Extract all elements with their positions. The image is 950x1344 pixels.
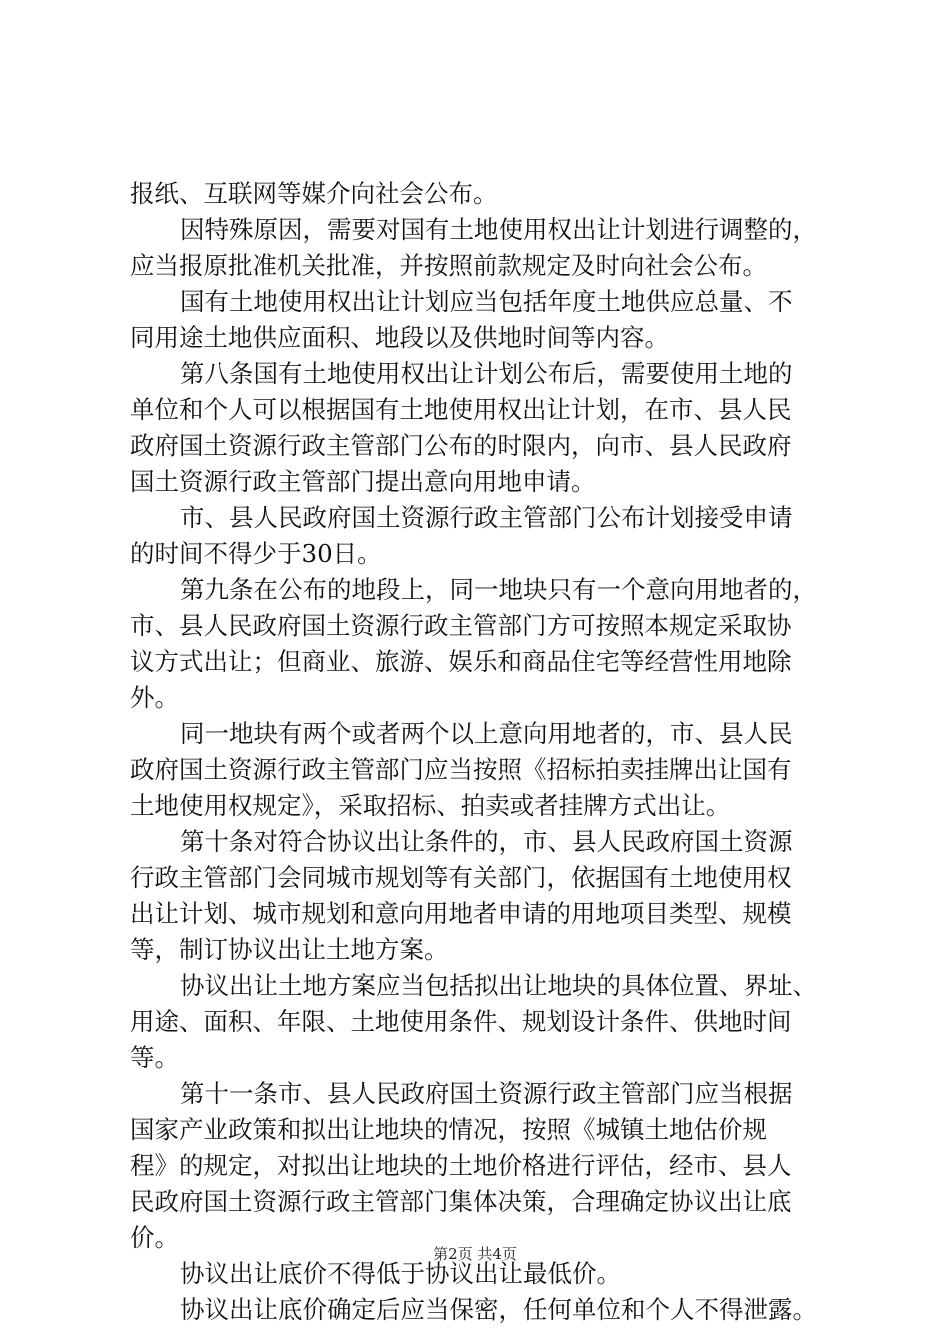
text-line: 程》的规定，对拟出让地块的土地价格进行评估，经市、县人 [130,1151,792,1180]
text-line: 议方式出让；但商业、旅游、娱乐和商品住宅等经营性用地除 [130,647,792,676]
text-line: 国土资源行政主管部门提出意向用地申请。 [130,467,596,496]
text-line: 用途、面积、年限、土地使用条件、规划设计条件、供地时间 [130,1007,792,1036]
text-line: 应当报原批准机关批准，并按照前款规定及时向社会公布。 [130,251,767,280]
text-line: 市、县人民政府国土资源行政主管部门公布计划接受申请 [180,503,793,532]
text-line: 民政府国土资源行政主管部门集体决策，合理确定协议出让底 [130,1187,792,1216]
text-line: 第九条在公布的地段上，同一地块只有一个意向用地者的， [180,575,817,604]
text-line: 政府国土资源行政主管部门公布的时限内，向市、县人民政府 [130,431,792,460]
text-line: 同一地块有两个或者两个以上意向用地者的，市、县人民 [180,719,793,748]
text-line: 协议出让土地方案应当包括拟出让地块的具体位置、界址、 [180,971,817,1000]
text-line: 第八条国有土地使用权出让计划公布后，需要使用土地的 [180,359,793,388]
text-line: 等，制订协议出让土地方案。 [130,935,449,964]
text-line: 市、县人民政府国土资源行政主管部门方可按照本规定采取协 [130,611,792,640]
text-line: 的时间不得少于30日。 [130,539,382,568]
text-line: 因特殊原因，需要对国有土地使用权出让计划进行调整的， [180,215,817,244]
text-line: 单位和个人可以根据国有土地使用权出让计划，在市、县人民 [130,395,792,424]
text-line: 等。 [130,1043,179,1072]
text-line: 协议出让底价确定后应当保密，任何单位和个人不得泄露。 [180,1295,817,1324]
page-footer: 第2页 共4页 [433,1245,517,1263]
text-line: 外。 [130,683,179,712]
text-line: 土地使用权规定》，采取招标、拍卖或者挂牌方式出让。 [130,791,731,820]
text-line: 价。 [130,1223,179,1252]
text-line: 国有土地使用权出让计划应当包括年度土地供应总量、不 [180,287,793,316]
text-line: 第十条对符合协议出让条件的，市、县人民政府国土资源 [180,827,793,856]
text-line: 国家产业政策和拟出让地块的情况，按照《城镇土地估价规 [130,1115,767,1144]
document-body [130,176,850,1328]
text-line: 同用途土地供应面积、地段以及供地时间等内容。 [130,323,669,352]
text-line: 行政主管部门会同城市规划等有关部门，依据国有土地使用权 [130,863,792,892]
text-line: 政府国土资源行政主管部门应当按照《招标拍卖挂牌出让国有 [130,755,792,784]
text-line: 报纸、互联网等媒介向社会公布。 [130,179,498,208]
text-line: 第十一条市、县人民政府国土资源行政主管部门应当根据 [180,1079,793,1108]
text-line: 协议出让底价不得低于协议出让最低价。 [180,1259,621,1288]
text-line: 出让计划、城市规划和意向用地者申请的用地项目类型、规模 [130,899,792,928]
